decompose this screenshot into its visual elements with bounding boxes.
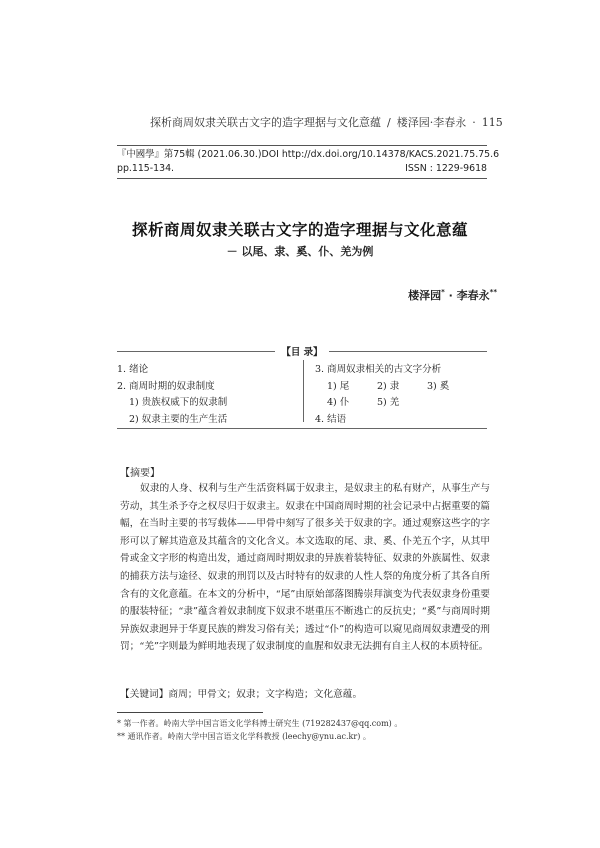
running-head-dot: · bbox=[472, 116, 476, 129]
toc-subitem: 5) 羌 bbox=[377, 397, 400, 408]
footnote-2: ** 通讯作者。岭南大学中国言语文化学科教授 (leechy@ynu.ac.kr) 。 bbox=[117, 732, 371, 741]
toc-left-column bbox=[117, 362, 292, 428]
author-2-mark: ** bbox=[489, 288, 497, 296]
footnote-rule bbox=[117, 712, 263, 713]
author-separator: · bbox=[444, 289, 457, 302]
abstract-label: 【摘要】 bbox=[120, 468, 160, 479]
footnote-1: * 第一作者。岭南大学中国言语文化学科博士研究生 (719282437@qq.com) 。 bbox=[117, 719, 403, 728]
toc-subitem: 1) 贵族权威下的奴隶制 bbox=[129, 397, 228, 408]
toc-subitem: 4) 仆 bbox=[327, 397, 350, 408]
toc-subrow bbox=[315, 379, 487, 396]
toc-item: 3. 商周奴隶相关的古文字分析 bbox=[315, 364, 442, 375]
author-1-mark: * bbox=[441, 288, 445, 296]
running-head-authors: 楼泽园·李春永 bbox=[396, 116, 467, 129]
toc-subrow bbox=[315, 395, 487, 412]
keywords: 【关键词】商周；甲骨文；奴隶；文字构造；文化意蕴。 bbox=[120, 689, 363, 700]
author-1: 楼泽园 bbox=[408, 289, 442, 302]
footnotes bbox=[117, 717, 497, 743]
doi: DOI http://dx.doi.org/10.14378/KACS.2021.75.75.6 bbox=[261, 149, 500, 160]
toc-subitem: 1) 尾 bbox=[327, 380, 350, 392]
running-head-title: 探析商周奴隶关联古文字的造字理据与文化意蕴 bbox=[150, 116, 381, 129]
paper-title: 探析商周奴隶关联古文字的造字理据与文化意蕴 bbox=[131, 221, 468, 239]
author-2: 李春永 bbox=[456, 289, 490, 302]
journal-issue: 『中國學』第75輯 (2021.06.30.) bbox=[117, 149, 262, 160]
toc-divider bbox=[303, 360, 304, 422]
author-line bbox=[408, 287, 497, 303]
running-head-separator: / bbox=[387, 116, 391, 129]
toc-item: 2. 商周时期的奴隶制度 bbox=[117, 380, 215, 392]
toc-item: 1. 绪论 bbox=[117, 364, 149, 375]
toc-right-column bbox=[315, 362, 487, 428]
abstract-body: 奴隶的人身、权利与生产生活资料属于奴隶主，是奴隶主的私有财产，从事生产与劳动，其生杀予夺之权尽归于奴隶主。奴隶在中国商周时期的社会记录中占据重要的篇幅，在当时主要的书写载体——甲骨中刻写了很多关于奴隶的字。通过观察这些字的字形可以了解其造意及其蕴含的文化含义。本文选取的尾、隶、奚、仆羌五个字，从其甲骨或金文字形的构造出发，通过商周时期奴隶的异族着装特征、奴隶的外族属性、奴隶的捕获方法与途径、奴隶的刑罚以及古时特有的奴隶的人性人祭的角度分析了其各自所含有的文化意蕴。在本文的分析中，“尾”由原始部落图腾崇拜演变为代表奴隶身份重要的服装特征；“隶”蕴含着奴隶制度下奴隶不堪重压不断逃亡的反抗史；“奚”与商周时期异族奴隶迥异于华夏民族的辫发习俗有关；透过“仆”的构造可以窥见商周奴隶遭受的刑罚；“羌”字则最为鲜明地表现了奴隶制度的血腥和奴隶无法拥有自主人权的本质特征。 bbox=[120, 483, 490, 653]
toc-subitem: 2) 隶 bbox=[377, 380, 400, 392]
toc-heading: 【目 录】 bbox=[275, 347, 328, 358]
bibliographic-info bbox=[117, 145, 500, 179]
toc-subitem: 2) 奴隶主要的生产生活 bbox=[129, 413, 228, 425]
page-number: 115 bbox=[481, 116, 503, 129]
issn: ISSN : 1229-9618 bbox=[405, 163, 487, 174]
paper-subtitle: － 以尾、隶、奚、仆、羌为例 bbox=[226, 245, 374, 258]
toc-item: 4. 结语 bbox=[315, 413, 347, 425]
table-of-contents bbox=[117, 347, 487, 429]
page-range: pp.115-134. bbox=[117, 163, 175, 174]
toc-subitem: 3) 奚 bbox=[427, 380, 450, 392]
running-head bbox=[150, 114, 503, 130]
